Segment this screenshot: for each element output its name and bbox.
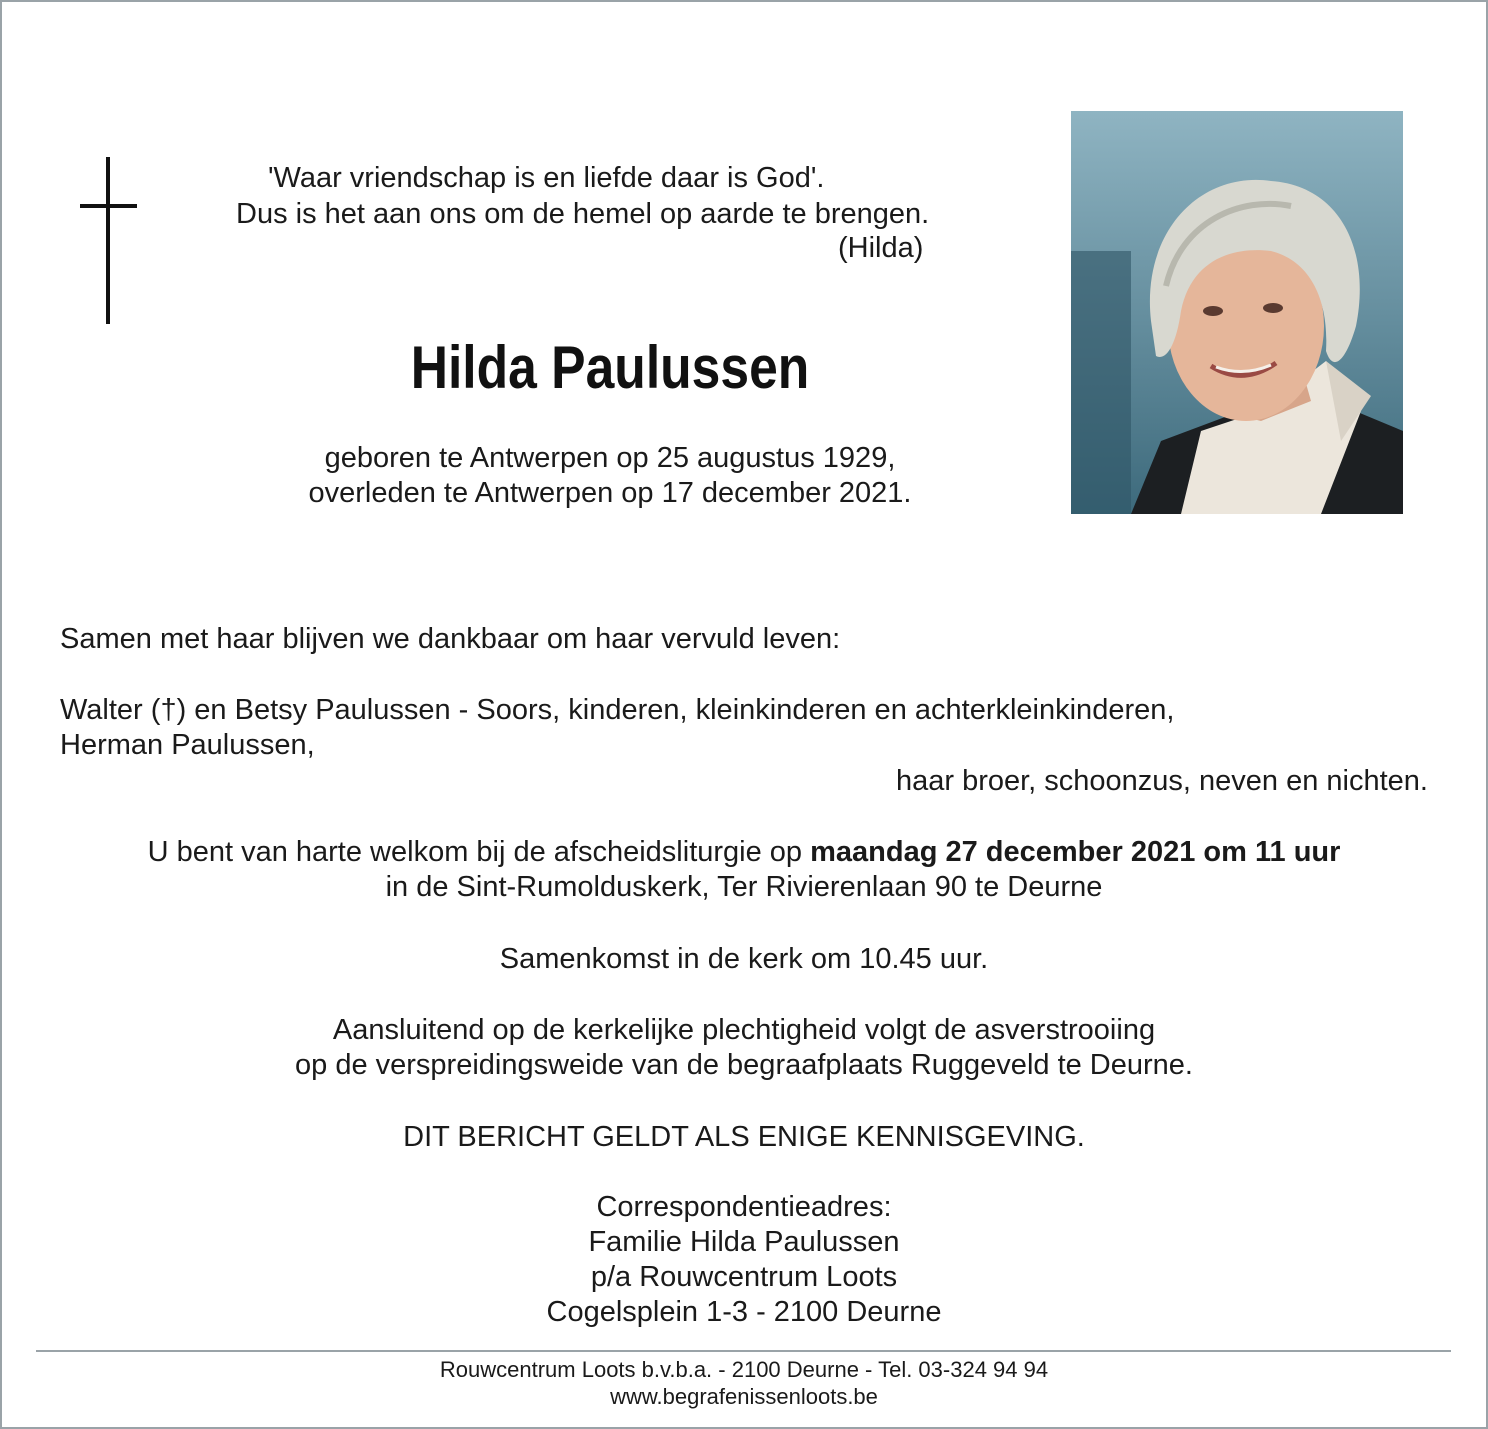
family-intro: Samen met haar blijven we dankbaar om haar vervuld leven:: [60, 623, 841, 655]
life-dates: [150, 441, 1070, 511]
ceremony-location: in de Sint-Rumolduskerk, Ter Rivierenlaan 90 te Deurne: [385, 871, 1103, 903]
ceremony-invite: U bent van harte welkom bij de afscheidsliturgie op maandag 27 december 2021 om 11 uur in de Sint-Rumolduskerk, Ter Rivierenlaan 90 te Deurne: [0, 835, 1488, 905]
ash-scattering: Aansluitend op de kerkelijke plechtigheid volgt de asverstrooiing op de verspreidingsweide van de begraafplaats Ruggeveld te Deurne.: [295, 1014, 1193, 1081]
family-line-3: haar broer, schoonzus, neven en nichten.: [895, 765, 1428, 797]
correspondence-label: Correspondentieadres:: [596, 1191, 892, 1223]
ceremony-date: maandag 27 december 2021 om 11 uur: [810, 836, 1341, 868]
footer-company: Rouwcentrum Loots b.v.b.a. - 2100 Deurne - Tel. 03-324 94 94: [439, 1357, 1049, 1382]
deceased-symbol-icon: †: [160, 694, 177, 726]
quote-author: (Hilda): [838, 232, 924, 264]
portrait-photo: [1071, 111, 1403, 514]
quote-line-1: 'Waar vriendschap is en liefde daar is God'.: [268, 162, 825, 194]
family-line-2: Herman Paulussen,: [60, 729, 315, 761]
birth-line: geboren te Antwerpen op 25 augustus 1929,: [324, 442, 896, 474]
correspondence-address: Correspondentieadres: Familie Hilda Paulussen p/a Rouwcentrum Loots Cogelsplein 1-3 - 2100 Deurne: [0, 1190, 1488, 1330]
death-line: overleden te Antwerpen op 17 december 2021.: [308, 477, 912, 509]
quote-line-2: Dus is het aan ons om de hemel op aarde te brengen.: [236, 198, 930, 230]
gathering-time: Samenkomst in de kerk om 10.45 uur.: [499, 943, 989, 975]
family-line-1: Walter (†) en Betsy Paulussen - Soors, kinderen, kleinkinderen en achterkleinkinderen,: [60, 694, 1175, 726]
notice-line: DIT BERICHT GELDT ALS ENIGE KENNISGEVING.: [403, 1121, 1085, 1153]
footer: [0, 1356, 1488, 1410]
deceased-name: Hilda Paulussen: [410, 334, 810, 401]
footer-divider: [36, 1350, 1451, 1352]
footer-website: www.begrafenissenloots.be: [610, 1384, 878, 1409]
